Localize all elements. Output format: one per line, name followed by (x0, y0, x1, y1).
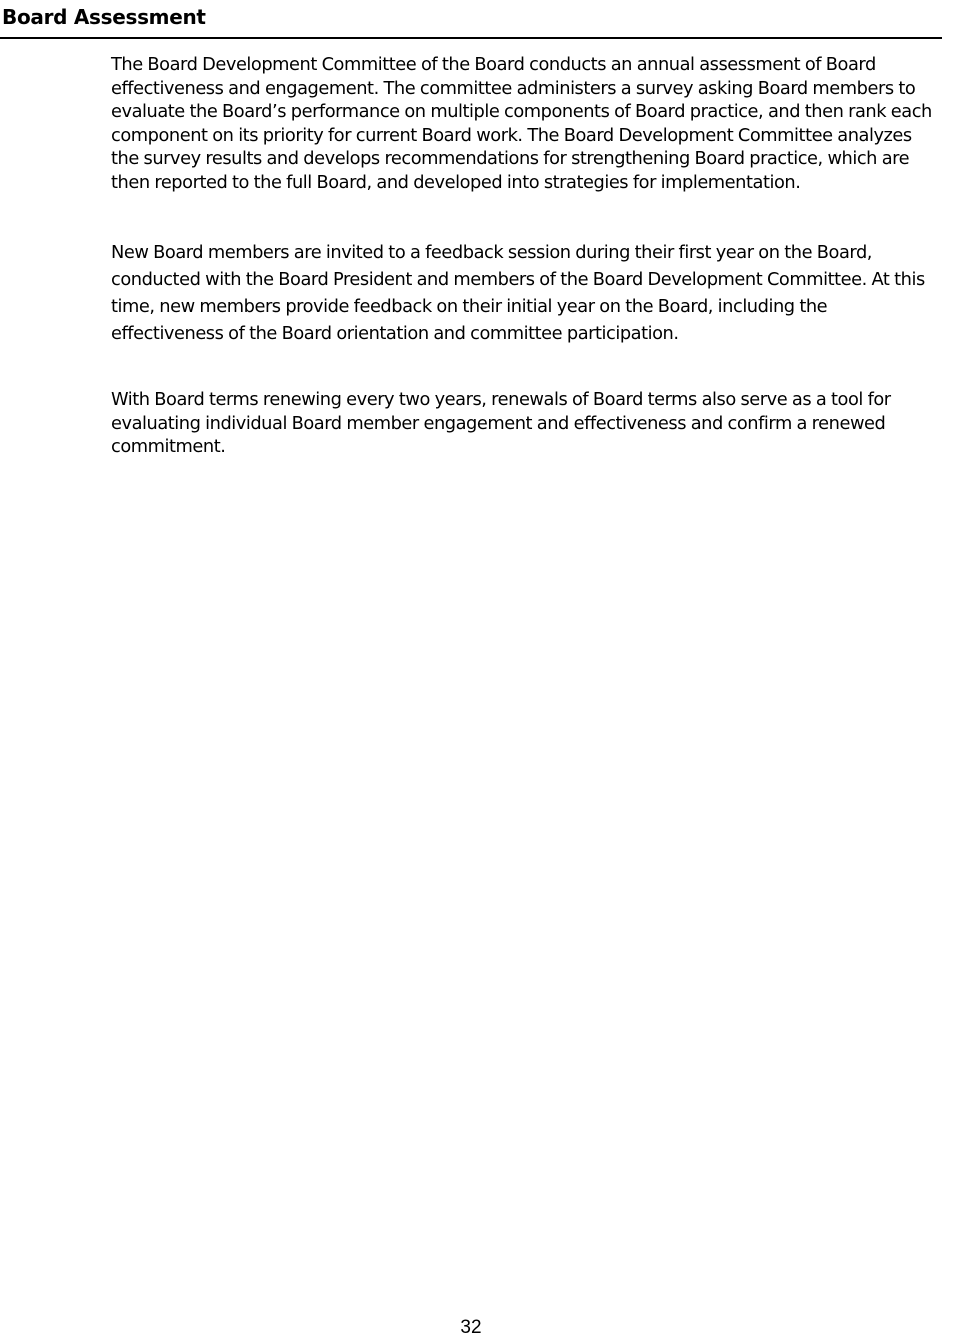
page-title: Board Assessment (2, 5, 206, 29)
title-divider (0, 37, 942, 39)
page-number: 32 (460, 1317, 482, 1338)
paragraph-annual-assessment: The Board Development Committee of the Board conducts an annual assessment of Board effectiveness and engagement. The committee administers a survey asking Board members to evaluate the Board’s performance on multiple components of Board practice, and then rank each component on its priority for current Board work. The Board Development Committee analyzes the survey results and develops recommendations for strengthening Board practice, which are then reported to the full Board, and developed into strategies for implementation. (111, 54, 932, 193)
paragraph-feedback-session: New Board members are invited to a feedback session during their first year on the Board, conducted with the Board President and members of the Board Development Committee. At this time, new members provide feedback on their initial year on the Board, including the effectiveness of the Board orientation and committee participation. (111, 242, 925, 344)
paragraph-term-renewals: With Board terms renewing every two years, renewals of Board terms also serve as a tool for evaluating individual Board member engagement and effectiveness and confirm a renewed commitment. (111, 389, 891, 457)
